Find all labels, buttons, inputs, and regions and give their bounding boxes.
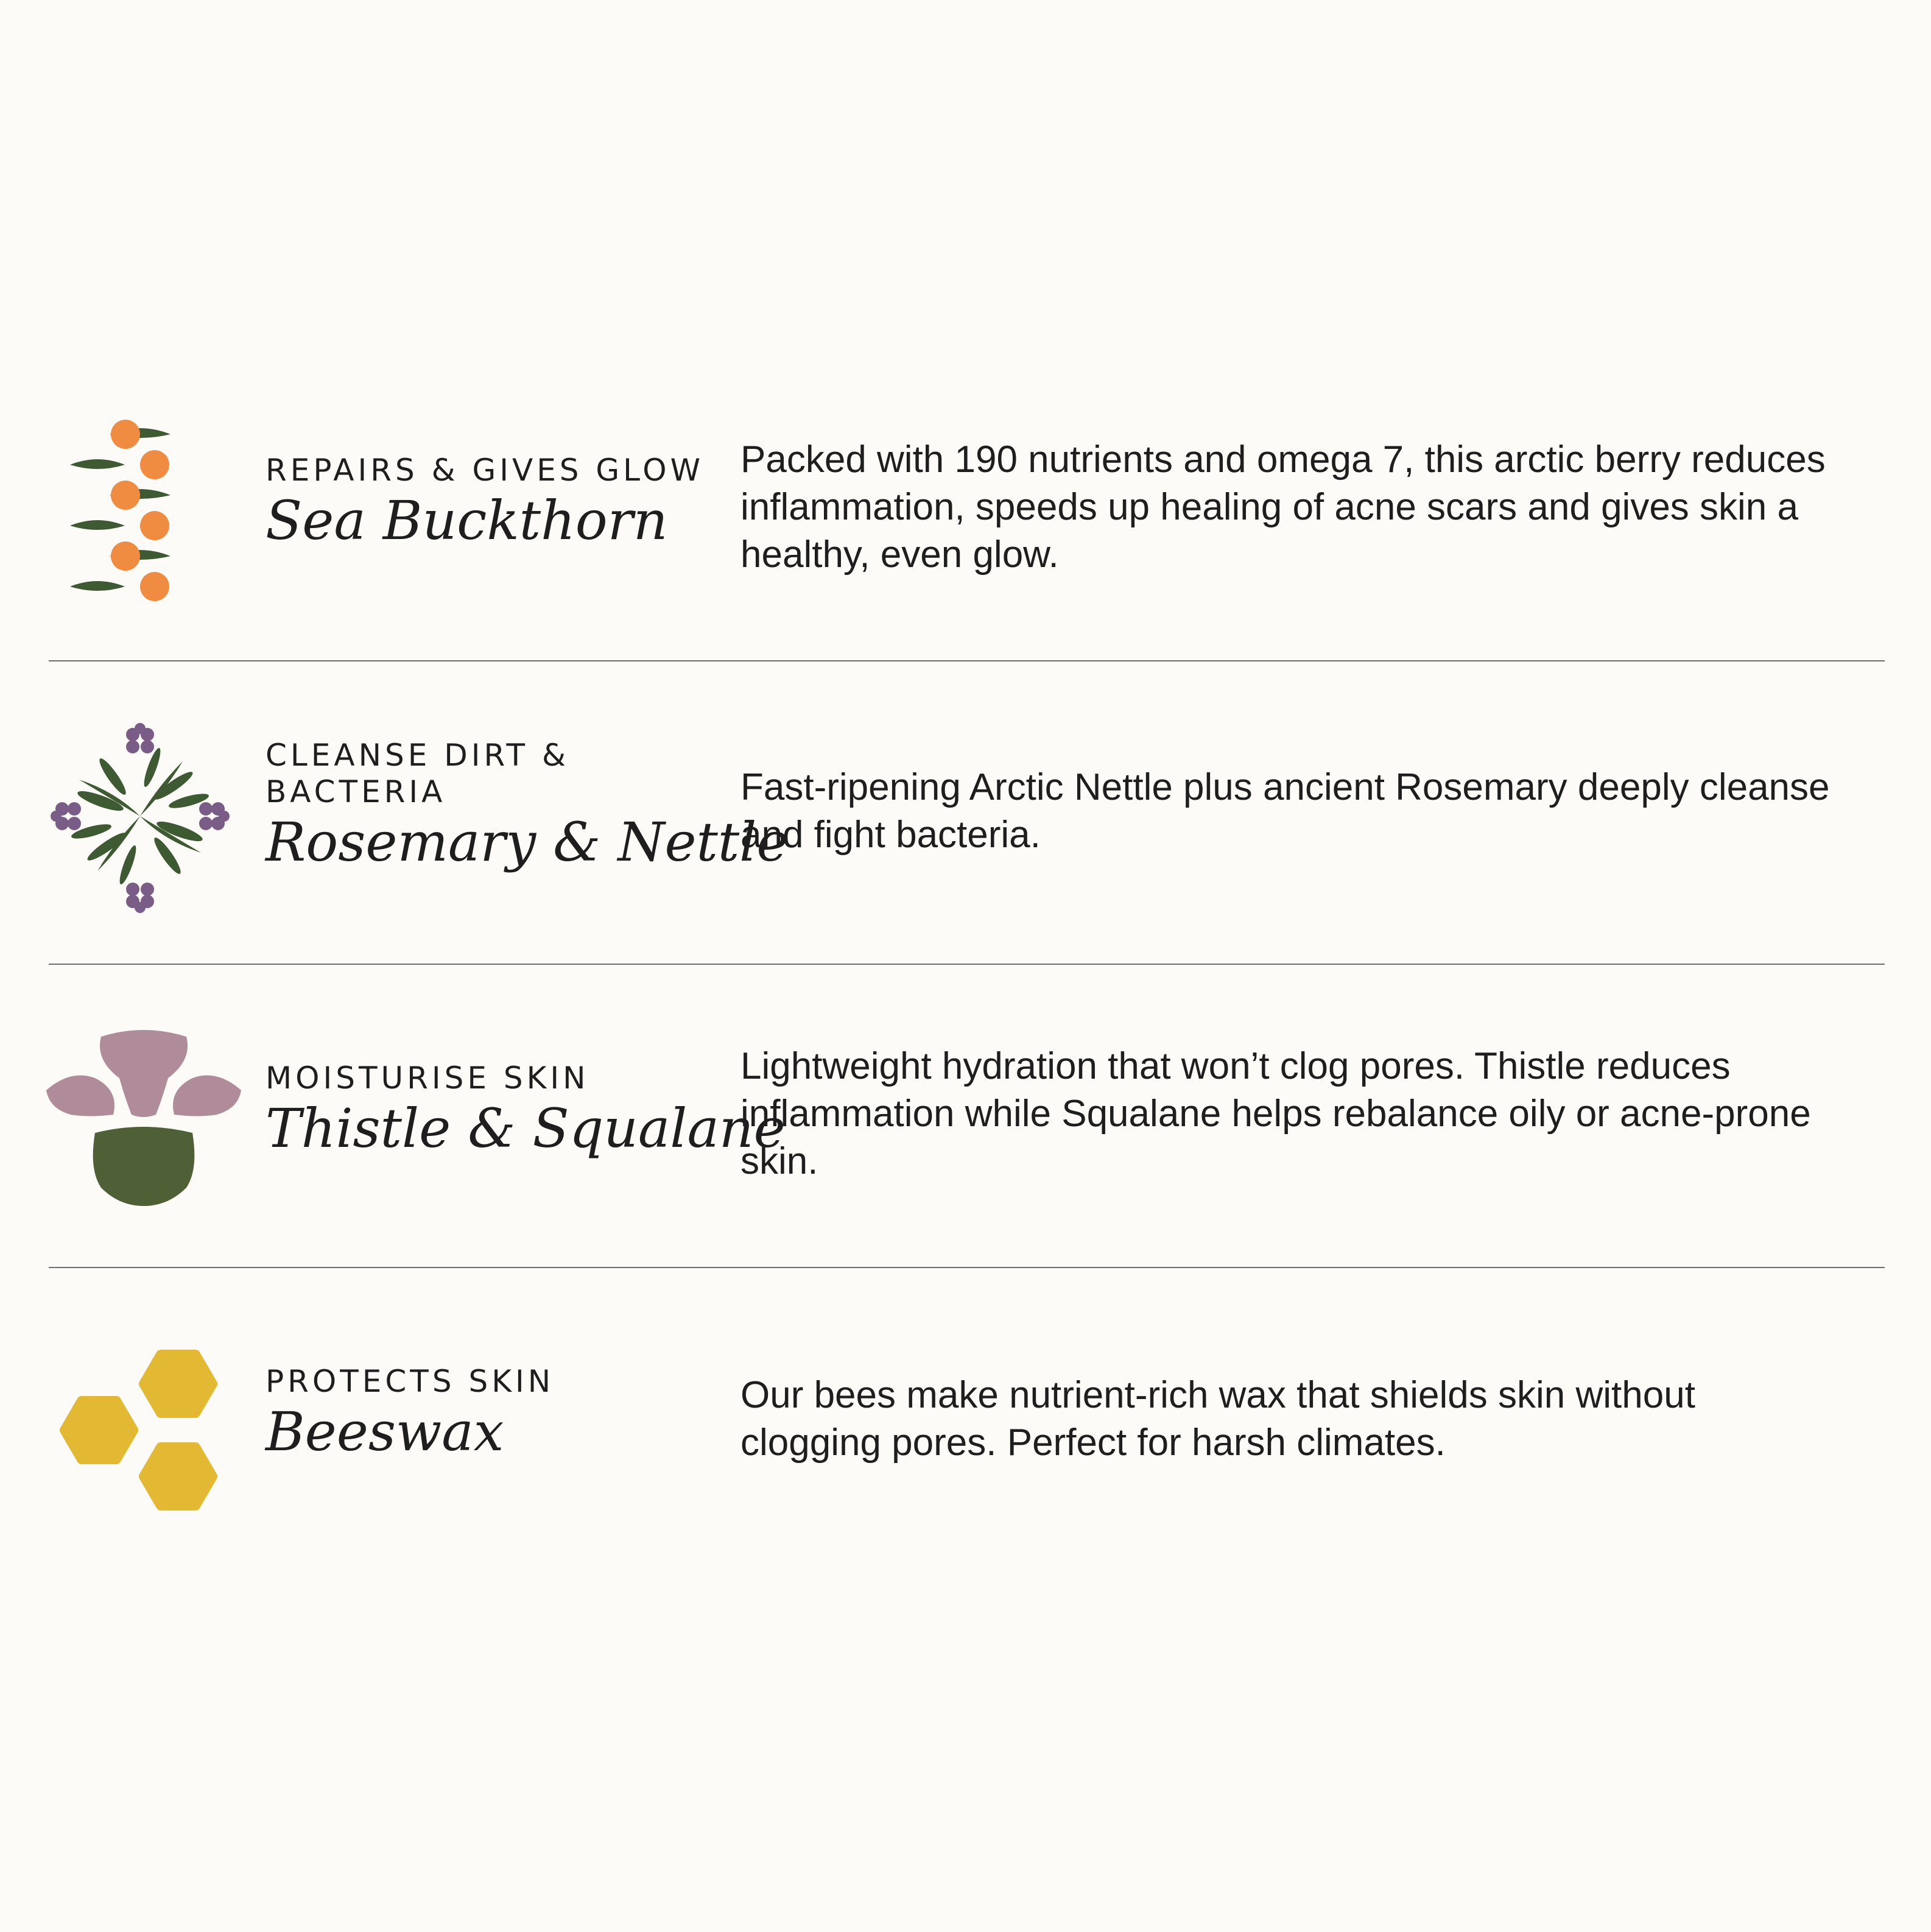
ingredient-label [266, 1060, 786, 1161]
ingredient-label [266, 1363, 728, 1464]
divider [49, 660, 1885, 661]
divider [49, 1267, 1885, 1268]
benefit-text: CLEANSE DIRT & BACTERIA [266, 738, 569, 809]
ingredient-name: Rosemary & Nettle [266, 811, 789, 873]
ingredient-description: Lightweight hydration that won’t clog pores. Thistle reduces inflammation while Squalane helps rebalance oily or acne-prone skin. [740, 1045, 1811, 1182]
rosemary-nettle-icon [43, 719, 237, 914]
thistle-icon [46, 1023, 241, 1218]
ingredient-name: Sea Buckthorn [266, 489, 668, 552]
ingredient-name: Beeswax [266, 1400, 504, 1463]
honeycomb-icon [52, 1328, 247, 1523]
ingredient-label [266, 452, 728, 553]
benefit-text: REPAIRS & GIVES GLOW [266, 453, 705, 488]
benefit-text: MOISTURISE SKIN [266, 1060, 589, 1096]
ingredient-label [266, 737, 789, 875]
sea-buckthorn-icon [49, 411, 244, 606]
ingredient-name: Thistle & Squalane [266, 1097, 786, 1160]
divider [49, 964, 1885, 965]
ingredient-description: Our bees make nutrient-rich wax that shields skin without clogging pores. Perfect for harsh climates. [740, 1374, 1695, 1464]
ingredient-description: Packed with 190 nutrients and omega 7, this arctic berry reduces inflammation, speeds up healing of acne scars and gives skin a healthy, even glow. [740, 439, 1826, 576]
benefit-text: PROTECTS SKIN [266, 1364, 555, 1399]
ingredient-description: Fast-ripening Arctic Nettle plus ancient Rosemary deeply cleanse and fight bacteria. [740, 766, 1830, 856]
